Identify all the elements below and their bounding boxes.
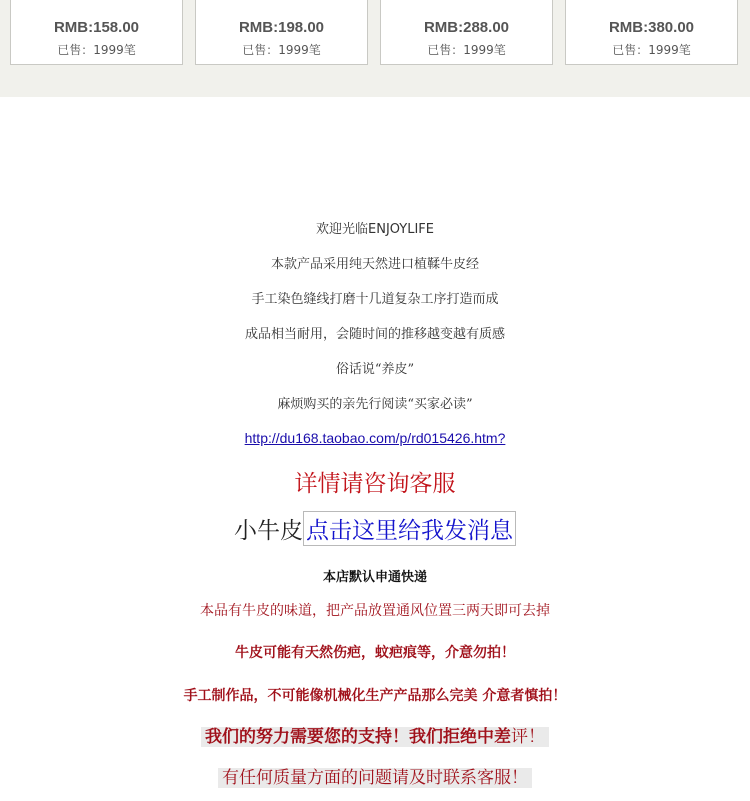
quality-row: [0, 763, 750, 788]
product-strip: [0, 0, 750, 97]
brand-name: ENJOYLIFE: [368, 222, 435, 237]
support-note: [201, 727, 549, 747]
product-sold-count: 已售：1999笔: [242, 43, 321, 57]
product-sold-count: 已售：1999笔: [57, 43, 136, 57]
support-tail: 评！: [511, 727, 545, 747]
durability-line: 成品相当耐用，会随时间的推移越变越有质感: [244, 327, 505, 342]
product-card[interactable]: [565, 0, 738, 65]
link-row: [0, 428, 750, 447]
send-message-button[interactable]: 点击这里给我发消息: [303, 511, 516, 546]
contact-row: [0, 511, 750, 546]
contact-name: 小牛皮: [234, 518, 303, 544]
product-card[interactable]: [10, 0, 183, 65]
support-bold: 我们的努力需要您的支持！我们拒绝中差: [205, 727, 511, 747]
product-price: RMB:288.00: [423, 19, 510, 36]
consult-heading: 详情请咨询客服: [294, 471, 456, 497]
product-card[interactable]: [195, 0, 368, 65]
shipping-note: 本店默认申通快递: [322, 570, 427, 585]
welcome-prefix: 欢迎光临: [315, 222, 368, 237]
scar-note: 牛皮可能有天然伤疤，蚊疤痕等，介意勿拍！: [235, 645, 515, 661]
product-price: RMB:380.00: [608, 19, 695, 36]
saying-line: 俗话说“养皮”: [335, 362, 415, 377]
product-sold-count: 已售：1999笔: [612, 43, 691, 57]
smell-note: 本品有牛皮的味道，把产品放置通风位置三两天即可去掉: [200, 603, 550, 619]
support-row: [0, 722, 750, 747]
handmade-note: 手工制作品，不可能像机械化生产产品那么完美 介意者慎拍！: [183, 688, 567, 704]
material-line: 本款产品采用纯天然进口植鞣牛皮经: [270, 257, 479, 272]
buyer-guide-link[interactable]: http://du168.taobao.com/p/rd015426.htm?: [244, 430, 506, 446]
product-price: RMB:158.00: [53, 19, 140, 36]
product-sold-count: 已售：1999笔: [427, 43, 506, 57]
welcome-line: [0, 218, 750, 237]
read-first-line: 麻烦购买的亲先行阅读“买家必读”: [277, 397, 473, 412]
craft-line: 手工染色缝线打磨十几道复杂工序打造而成: [251, 292, 499, 307]
quality-note: 有任何质量方面的问题请及时联系客服！: [218, 768, 532, 788]
product-price: RMB:198.00: [238, 19, 325, 36]
product-card[interactable]: [380, 0, 553, 65]
